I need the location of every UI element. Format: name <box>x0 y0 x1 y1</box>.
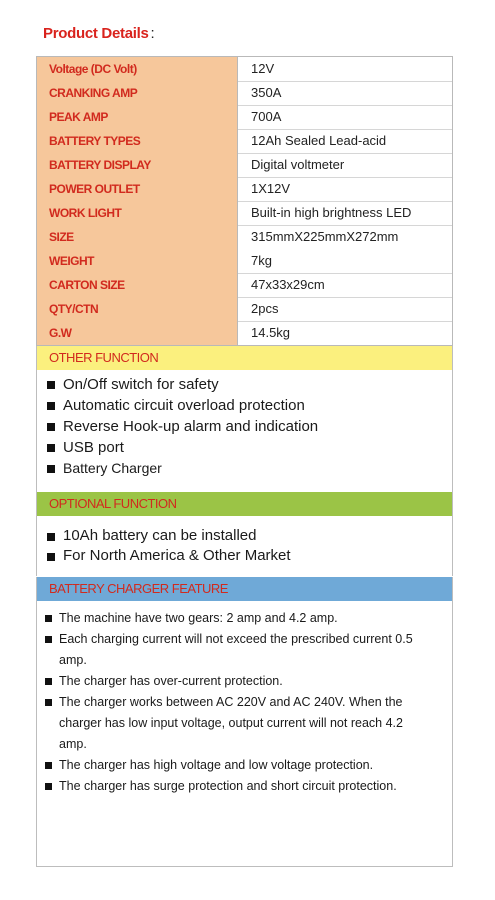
spec-label: BATTERY DISPLAY <box>37 153 238 177</box>
spec-label: CRANKING AMP <box>37 81 238 105</box>
list-item <box>37 437 452 458</box>
spec-row-peak-amp <box>37 105 452 130</box>
spec-value: Digital voltmeter <box>251 157 345 172</box>
list-item-text: The charger works between AC 220V and AC 240V. When the charger has low input voltage, output current will not reach 4.2 amp. <box>59 695 403 751</box>
spec-row-gw <box>37 321 452 345</box>
page-title-colon: : <box>150 25 155 42</box>
charger-feature-list <box>37 608 452 797</box>
spec-label: PEAK AMP <box>37 105 238 129</box>
other-function-list <box>37 374 452 479</box>
spec-value-group <box>239 225 452 273</box>
bullet-square-icon <box>47 444 55 452</box>
spec-value: 12V <box>251 61 275 76</box>
bullet-square-icon <box>47 465 55 473</box>
spec-row-battery-display <box>37 153 452 178</box>
bullet-square-icon <box>45 783 52 790</box>
bullet-square-icon <box>45 699 52 706</box>
list-item <box>37 671 452 692</box>
optional-function-section <box>36 492 453 576</box>
list-item-text: Reverse Hook-up alarm and indication <box>63 418 319 435</box>
spec-value: 2pcs <box>251 301 279 316</box>
spec-label: BATTERY TYPES <box>37 129 238 153</box>
list-item <box>37 416 452 437</box>
list-item <box>37 395 452 416</box>
optional-function-header: OPTIONAL FUNCTION <box>37 492 452 516</box>
list-item-text: USB port <box>63 439 124 456</box>
list-item-text: Battery Charger <box>63 460 162 476</box>
spec-row-carton-size <box>37 273 452 298</box>
spec-value: Built-in high brightness LED <box>251 205 412 220</box>
list-item <box>37 374 452 395</box>
page-title <box>43 22 154 46</box>
spec-row-qty-ctn <box>37 297 452 322</box>
spec-value: 7kg <box>251 253 272 268</box>
spec-value: 12Ah Sealed Lead-acid <box>251 133 387 148</box>
bullet-square-icon <box>47 381 55 389</box>
spec-value: 47x33x29cm <box>251 277 325 292</box>
list-item-text: Each charging current will not exceed the prescribed current 0.5 amp. <box>59 632 413 667</box>
spec-label: Voltage (DC Volt) <box>37 57 238 81</box>
spec-row-cranking-amp <box>37 81 452 106</box>
bullet-square-icon <box>47 553 55 561</box>
bullet-square-icon <box>45 615 52 622</box>
spec-label: SIZE <box>49 230 74 244</box>
list-item-text: 10Ah battery can be installed <box>63 527 257 544</box>
list-item <box>37 458 452 479</box>
charger-feature-header: BATTERY CHARGER FEATURE <box>37 577 452 601</box>
list-item-text: The charger has surge protection and short circuit protection. <box>59 779 397 793</box>
spec-label: POWER OUTLET <box>37 177 238 201</box>
spec-value: 315mmX225mmX272mm <box>251 229 399 244</box>
spec-label-group <box>37 225 238 273</box>
list-item <box>37 608 452 629</box>
optional-function-list <box>37 526 452 566</box>
spec-value: 350A <box>251 85 282 100</box>
list-item <box>37 546 452 566</box>
spec-value: 700A <box>251 109 282 124</box>
other-function-header: OTHER FUNCTION <box>37 346 452 370</box>
page-title-text: Product Details <box>43 25 149 42</box>
spec-row-work-light <box>37 201 452 226</box>
spec-value: 1X12V <box>251 181 291 196</box>
spec-label: CARTON SIZE <box>37 273 238 297</box>
spec-row-voltage <box>37 57 452 82</box>
bullet-square-icon <box>47 402 55 410</box>
list-item-text: On/Off switch for safety <box>63 376 219 393</box>
list-item <box>37 629 452 671</box>
list-item-text: The charger has high voltage and low voltage protection. <box>59 758 374 772</box>
list-item-text: The charger has over-current protection. <box>59 674 283 688</box>
spec-label: QTY/CTN <box>37 297 238 321</box>
spec-label: G.W <box>37 321 238 345</box>
bullet-square-icon <box>45 678 52 685</box>
list-item <box>37 526 452 546</box>
list-item-text: Automatic circuit overload protection <box>63 397 305 414</box>
spec-label: WORK LIGHT <box>37 201 238 225</box>
list-item <box>37 755 452 776</box>
bullet-square-icon <box>47 423 55 431</box>
spec-table <box>36 56 453 346</box>
other-function-section <box>36 346 453 492</box>
spec-row-battery-types <box>37 129 452 154</box>
charger-feature-section <box>36 577 453 867</box>
spec-row-power-outlet <box>37 177 452 202</box>
list-item <box>37 692 452 755</box>
bullet-square-icon <box>45 762 52 769</box>
bullet-square-icon <box>45 636 52 643</box>
list-item <box>37 776 452 797</box>
spec-row-size-weight <box>37 225 452 274</box>
spec-value: 14.5kg <box>251 325 291 340</box>
spec-label: WEIGHT <box>49 254 94 268</box>
list-item-text: For North America & Other Market <box>63 547 291 564</box>
bullet-square-icon <box>47 533 55 541</box>
list-item-text: The machine have two gears: 2 amp and 4.2 amp. <box>59 611 338 625</box>
